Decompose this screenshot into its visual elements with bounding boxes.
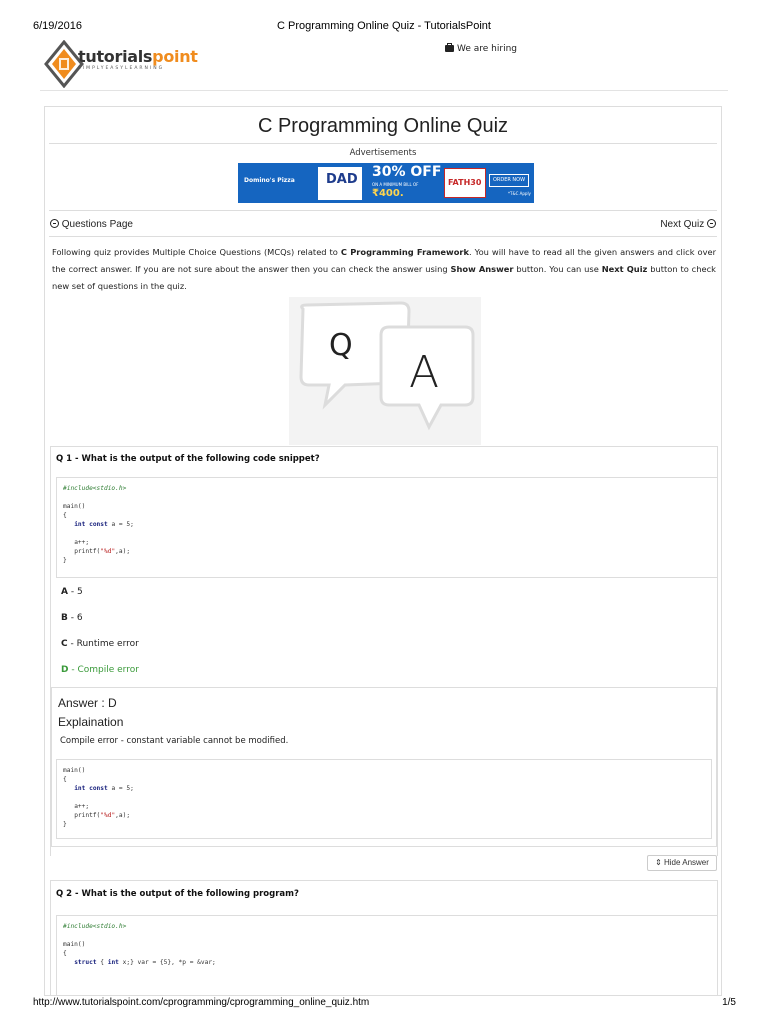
- hide-answer-button[interactable]: ⇕ Hide Answer: [647, 855, 717, 871]
- ads-label: Advertisements: [349, 148, 417, 158]
- ad-coupon: FATH30: [444, 168, 486, 198]
- questions-page-link[interactable]: Questions Page: [50, 219, 133, 230]
- title-divider: [49, 143, 717, 144]
- ad-dad-graphic: DAD: [318, 167, 362, 200]
- question-1-code: #include<stdio.h> main() { int const a = 5; a++; printf("%d",a); }: [56, 477, 718, 578]
- circle-right-icon: [707, 219, 716, 228]
- logo-tagline: SIMPLYEASYLEARNING: [78, 66, 165, 71]
- we-are-hiring-link[interactable]: [445, 44, 517, 54]
- ad-order-button[interactable]: ORDER NOW: [489, 174, 529, 187]
- page-title: C Programming Online Quiz: [257, 115, 509, 137]
- next-quiz-link[interactable]: Next Quiz: [660, 219, 716, 230]
- print-page-number: 1/5: [722, 997, 736, 1008]
- explanation-heading: Explaination: [58, 715, 124, 729]
- quiz-content: [44, 106, 722, 996]
- ad-banner[interactable]: [238, 163, 534, 203]
- logo-wordmark: tutorialspoint: [78, 47, 198, 66]
- briefcase-icon: [445, 45, 454, 52]
- explanation-text: Compile error - constant variable cannot be modified.: [60, 736, 289, 746]
- option-c[interactable]: C - Runtime error: [61, 639, 139, 649]
- question-1-title: Q 1 - What is the output of the following code snippet?: [56, 454, 320, 464]
- ad-price: ₹400.: [372, 188, 404, 199]
- qa-q-letter: Q: [329, 328, 353, 363]
- ad-brand: Domino's Pizza: [244, 177, 295, 184]
- header-divider: [40, 90, 728, 91]
- answer-heading: Answer : D: [58, 696, 117, 710]
- print-date: 6/19/2016: [33, 20, 82, 32]
- option-d[interactable]: D - Compile error: [61, 665, 139, 675]
- option-b[interactable]: B - 6: [61, 613, 83, 623]
- ad-offer: 30% OFF: [372, 164, 442, 180]
- answer-code: main() { int const a = 5; a++; printf("%d",a); }: [56, 759, 712, 839]
- qa-illustration: [289, 297, 481, 445]
- print-page-title: C Programming Online Quiz - TutorialsPoint: [277, 20, 491, 32]
- ad-min-bill: ON A MINIMUM BILL OF: [372, 182, 419, 187]
- question-2-title: Q 2 - What is the output of the following program?: [56, 889, 299, 899]
- ad-terms: *T&C Apply: [508, 191, 531, 196]
- option-a[interactable]: A - 5: [61, 587, 83, 597]
- answer-panel: [51, 687, 717, 847]
- hiring-label: We are hiring: [457, 44, 518, 54]
- circle-left-icon: [50, 219, 59, 228]
- ads-divider: [49, 210, 717, 211]
- sort-icon: ⇕: [655, 858, 662, 867]
- question-2-code: #include<stdio.h> main() { struct { int x;} var = {5}, *p = &var;: [56, 915, 718, 996]
- nav-divider: [49, 236, 717, 237]
- qa-a-letter: A: [409, 347, 440, 398]
- intro-paragraph: Following quiz provides Multiple Choice Questions (MCQs) related to C Programming Framework. You will have to read all the given answers and click over the correct answer. If you are not sure about the answer then you can check the answer using Show Answer button. You can use Next Quiz button to check new set of questions in the quiz.: [52, 247, 716, 291]
- print-url: http://www.tutorialspoint.com/cprogramming/cprogramming_online_quiz.htm: [33, 997, 370, 1008]
- question-2: [50, 880, 718, 996]
